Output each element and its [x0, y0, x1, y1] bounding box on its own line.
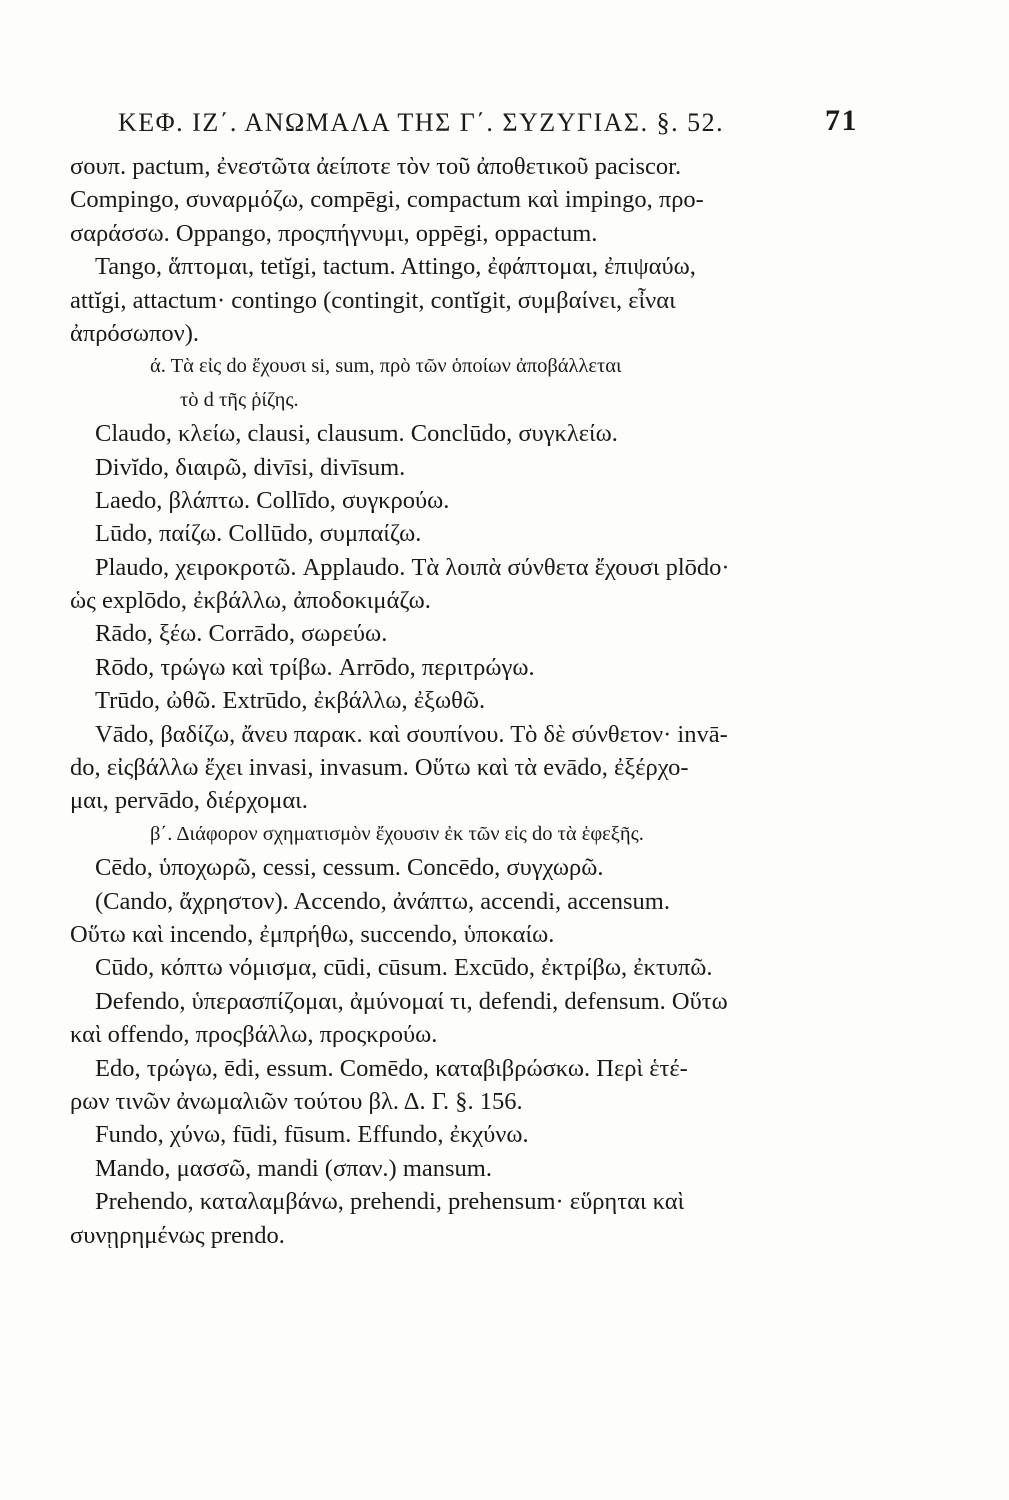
running-header — [118, 104, 858, 144]
text-line: Plaudo, χειροκροτῶ. Applaudo. Τὰ λοιπὰ σύνθετα ἔχουσι plōdo· — [95, 553, 730, 581]
text-line: ρων τινῶν ἀνωμαλιῶν τούτου βλ. Δ. Γ. §. 156. — [70, 1087, 523, 1115]
text-line: Prehendo, καταλαμβάνω, prehendi, prehensum· εὕρηται καὶ — [95, 1188, 685, 1216]
text-line: Divĭdo, διαιρῶ, divīsi, divīsum. — [95, 453, 406, 481]
text-line: ὡς explōdo, ἐκβάλλω, ἀποδοκιμάζω. — [70, 587, 431, 615]
text-line: Laedo, βλάπτω. Collīdo, συγκρούω. — [95, 486, 450, 514]
text-line: ἀπρόσωπον). — [70, 319, 199, 347]
page-number: 71 — [825, 104, 858, 137]
section-heading: β΄. Διάφορον σχηματισμὸν ἔχουσιν ἐκ τῶν εἰς do τὰ ἑφεξῆς. — [150, 822, 644, 845]
text-line: Rādo, ξέω. Corrādo, σωρεύω. — [95, 620, 388, 648]
text-line: Vādo, βαδίζω, ἄνευ παρακ. καὶ σουπίνου. Τὸ δὲ σύνθετον· invā- — [95, 720, 728, 748]
text-line: Defendo, ὑπερασπίζομαι, ἀμύνομαί τι, defendi, defensum. Οὕτω — [95, 987, 728, 1015]
text-line: Οὕτω καὶ incendo, ἐμπρήθω, succendo, ὑποκαίω. — [70, 920, 555, 948]
header-title: ΚΕΦ. ΙΖ΄. ΑΝΩΜΑΛΑ ΤΗΣ Γ΄. ΣΥΖΥΓΙΑΣ. §. 52. — [118, 108, 725, 137]
text-line: Rōdo, τρώγω καὶ τρίβω. Arrōdo, περιτρώγω. — [95, 653, 535, 681]
text-line: attĭgi, attactum· contingo (contingit, contĭgit, συμβαίνει, εἶναι — [70, 286, 676, 314]
page-body — [70, 150, 870, 1252]
text-line: (Cando, ἄχρηστον). Accendo, ἀνάπτω, accendi, accensum. — [95, 887, 670, 915]
text-line: Lūdo, παίζω. Collūdo, συμπαίζω. — [95, 520, 422, 548]
text-line: Cūdo, κόπτω νόμισμα, cūdi, cūsum. Excūdo, ἐκτρίβω, ἐκτυπῶ. — [95, 954, 713, 982]
text-line: Edo, τρώγω, ēdi, essum. Comēdo, καταβιβρώσκω. Περὶ ἑτέ- — [95, 1054, 688, 1082]
text-line: σουπ. pactum, ἐνεστῶτα ἀείποτε τὸν τοῦ ἀποθετικοῦ paciscor. — [70, 153, 682, 180]
section-heading: ά. Τὰ εἰς do ἔχουσι si, sum, πρὸ τῶν ὁποίων ἀποβάλλεται — [150, 355, 622, 378]
text-line: Cēdo, ὑποχωρῶ, cessi, cessum. Concēdo, συγχωρῶ. — [95, 854, 604, 882]
text-line: do, εἰςβάλλω ἔχει invasi, invasum. Οὕτω καὶ τὰ evādo, ἐξέρχο- — [70, 754, 689, 782]
text-line: Fundo, χύνω, fūdi, fūsum. Effundo, ἐκχύνω. — [95, 1121, 529, 1149]
section-heading-continued: τὸ d τῆς ῥίζης. — [180, 388, 299, 411]
text-line: συνῃρημένως prendo. — [70, 1221, 285, 1249]
text-line: Claudo, κλείω, clausi, clausum. Conclūdo, συγκλείω. — [95, 420, 618, 448]
text-line: σαράσσω. Oppango, προςπήγνυμι, oppēgi, oppactum. — [70, 219, 598, 247]
text-line: Trūdo, ὠθῶ. Extrūdo, ἐκβάλλω, ἐξωθῶ. — [95, 687, 486, 715]
text-line: καὶ offendo, προςβάλλω, προςκρούω. — [70, 1021, 438, 1049]
text-line: μαι, pervādo, διέρχομαι. — [70, 787, 308, 815]
text-line: Mando, μασσῶ, mandi (σπαν.) mansum. — [95, 1154, 492, 1182]
text-line: Compingo, συναρμόζω, compēgi, compactum καὶ impingo, προ- — [70, 186, 704, 214]
text-line: Tango, ἅπτομαι, tetĭgi, tactum. Attingo, ἐφάπτομαι, ἐπιψαύω, — [95, 253, 696, 281]
